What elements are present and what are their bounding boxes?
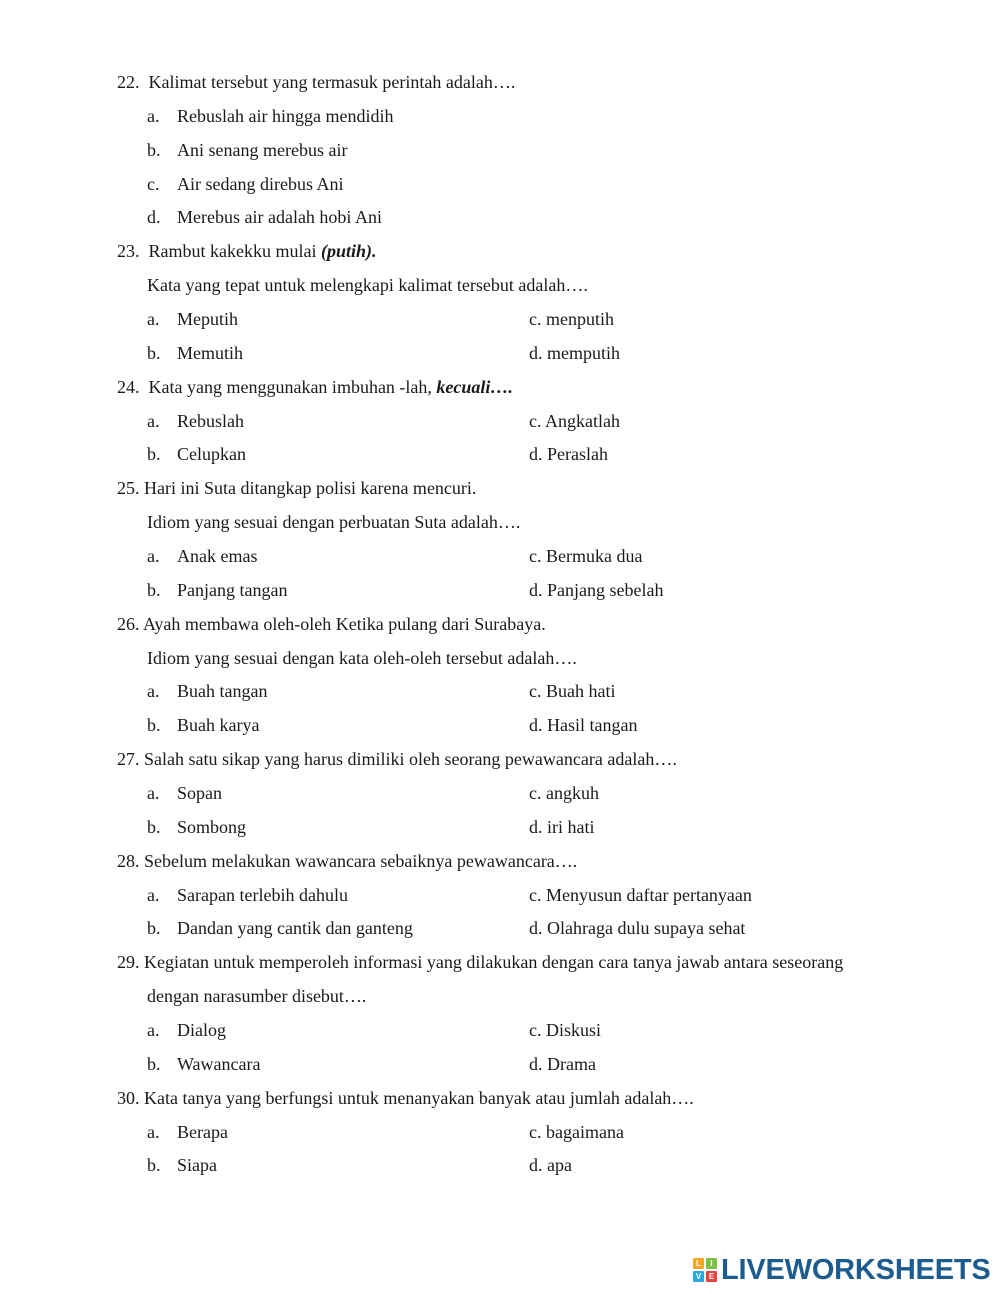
logo-mark-icon xyxy=(693,1258,717,1282)
option-22d[interactable]: d. Merebus air adalah hobi Ani xyxy=(147,207,382,227)
option-28d[interactable]: d. Olahraga dulu supaya sehat xyxy=(529,918,746,938)
option-29d[interactable]: d. Drama xyxy=(529,1054,596,1074)
question-23-prompt: Kata yang tepat untuk melengkapi kalimat tersebut adalah…. xyxy=(147,275,588,295)
question-29: 29. Kegiatan untuk memperoleh informasi yang dilakukan dengan cara tanya jawab antara seseorang xyxy=(117,952,844,972)
question-24: 24. Kata yang menggunakan imbuhan -lah, kecuali…. xyxy=(117,377,513,397)
option-25d[interactable]: d. Panjang sebelah xyxy=(529,580,664,600)
question-25-prompt: Idiom yang sesuai dengan perbuatan Suta adalah…. xyxy=(147,512,521,532)
option-26b[interactable]: b. Buah karya xyxy=(147,715,260,735)
option-28a[interactable]: a. Sarapan terlebih dahulu xyxy=(147,885,348,905)
option-27d[interactable]: d. iri hati xyxy=(529,817,595,837)
logo-mark-e: E xyxy=(706,1271,717,1282)
question-26: 26. Ayah membawa oleh-oleh Ketika pulang dari Surabaya. xyxy=(117,614,546,634)
logo-mark-i: I xyxy=(706,1258,717,1269)
option-29b[interactable]: b. Wawancara xyxy=(147,1054,261,1074)
logo-mark-v: V xyxy=(693,1271,704,1282)
option-22a[interactable]: a. Rebuslah air hingga mendidih xyxy=(147,106,394,126)
option-24c[interactable]: c. Angkatlah xyxy=(529,411,620,431)
question-25: 25. Hari ini Suta ditangkap polisi karena mencuri. xyxy=(117,478,477,498)
logo-mark-l: L xyxy=(693,1258,704,1269)
option-24b[interactable]: b. Celupkan xyxy=(147,444,246,464)
option-27c[interactable]: c. angkuh xyxy=(529,783,599,803)
option-25b[interactable]: b. Panjang tangan xyxy=(147,580,288,600)
option-23b[interactable]: b. Memutih xyxy=(147,343,243,363)
option-22b[interactable]: b. Ani senang merebus air xyxy=(147,140,348,160)
option-22c[interactable]: c. Air sedang direbus Ani xyxy=(147,174,344,194)
option-27a[interactable]: a. Sopan xyxy=(147,783,222,803)
option-30a[interactable]: a. Berapa xyxy=(147,1122,228,1142)
question-30: 30. Kata tanya yang berfungsi untuk menanyakan banyak atau jumlah adalah…. xyxy=(117,1088,694,1108)
option-27b[interactable]: b. Sombong xyxy=(147,817,247,837)
option-30c[interactable]: c. bagaimana xyxy=(529,1122,624,1142)
question-23: 23. Rambut kakekku mulai (putih). xyxy=(117,241,377,261)
option-29c[interactable]: c. Diskusi xyxy=(529,1020,601,1040)
option-23d[interactable]: d. memputih xyxy=(529,343,620,363)
question-29-continued: dengan narasumber disebut…. xyxy=(147,986,367,1006)
option-23c[interactable]: c. menputih xyxy=(529,309,614,329)
option-30b[interactable]: b. Siapa xyxy=(147,1155,217,1175)
question-26-prompt: Idiom yang sesuai dengan kata oleh-oleh tersebut adalah…. xyxy=(147,648,577,668)
option-28b[interactable]: b. Dandan yang cantik dan ganteng xyxy=(147,918,413,938)
question-27: 27. Salah satu sikap yang harus dimiliki oleh seorang pewawancara adalah…. xyxy=(117,749,677,769)
option-25a[interactable]: a. Anak emas xyxy=(147,546,258,566)
option-26c[interactable]: c. Buah hati xyxy=(529,681,616,701)
option-24a[interactable]: a. Rebuslah xyxy=(147,411,244,431)
option-23a[interactable]: a. Meputih xyxy=(147,309,238,329)
option-24d[interactable]: d. Peraslah xyxy=(529,444,608,464)
option-30d[interactable]: d. apa xyxy=(529,1155,572,1175)
liveworksheets-logo[interactable] xyxy=(693,1255,991,1285)
question-28: 28. Sebelum melakukan wawancara sebaiknya pewawancara…. xyxy=(117,851,578,871)
option-28c[interactable]: c. Menyusun daftar pertanyaan xyxy=(529,885,752,905)
question-22: 22. Kalimat tersebut yang termasuk perintah adalah…. xyxy=(117,72,516,92)
option-26a[interactable]: a. Buah tangan xyxy=(147,681,268,701)
option-29a[interactable]: a. Dialog xyxy=(147,1020,226,1040)
logo-text: LIVEWORKSHEETS xyxy=(721,1253,991,1286)
option-25c[interactable]: c. Bermuka dua xyxy=(529,546,643,566)
option-26d[interactable]: d. Hasil tangan xyxy=(529,715,638,735)
